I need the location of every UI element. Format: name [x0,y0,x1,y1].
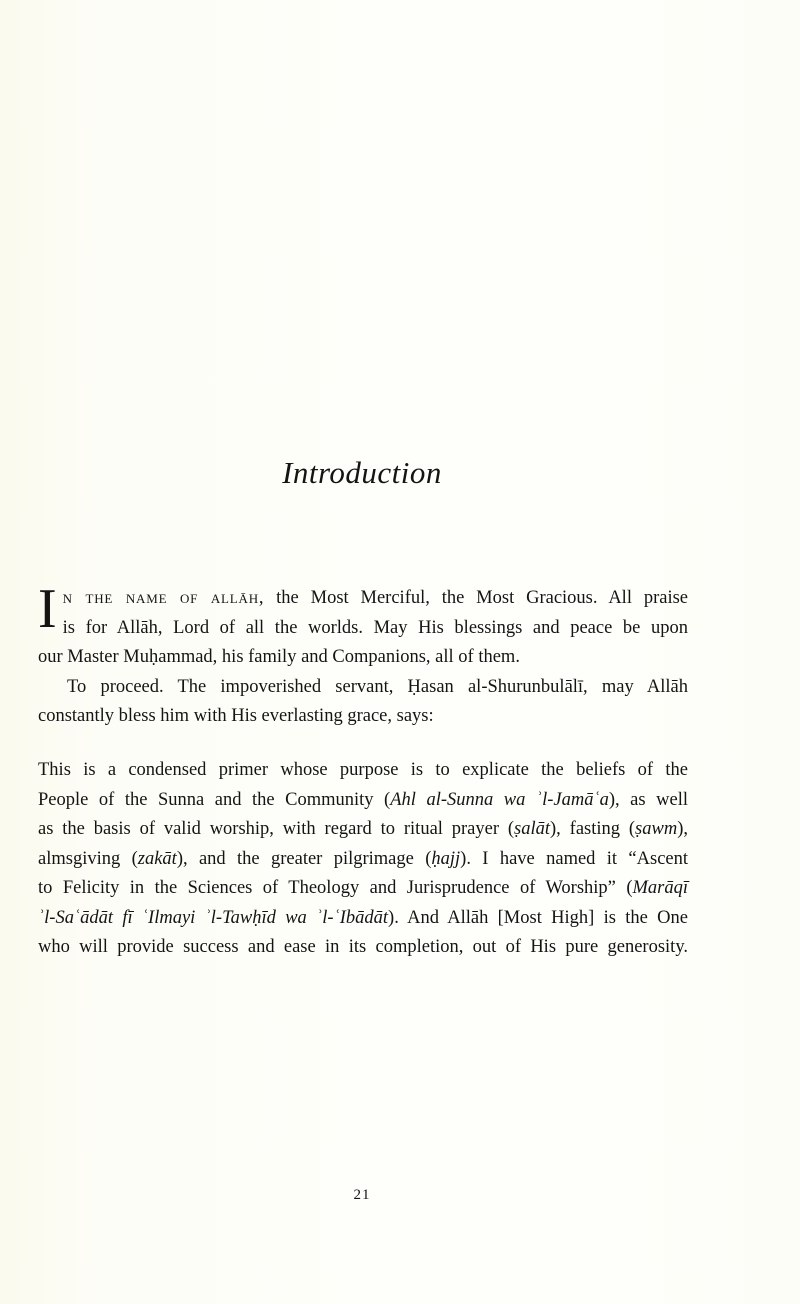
italic-term: Ahl al-Sunna wa ʾl-Jamāʿa [390,789,609,810]
chapter-title: Introduction [282,455,442,490]
text-span: People of the Sunna and the Community ( [38,789,391,810]
text-line [38,584,688,614]
text-span: ). And Allāh [Most High] is the One [388,907,688,928]
purpose-paragraph [38,756,688,963]
opening-paragraphs [38,578,688,732]
text-span: ), [677,819,688,839]
italic-term: ṣawm [635,819,678,839]
italic-term: Marāqī [632,878,688,898]
text-line: To proceed. The impoverished servant, Ḥasan al-Shurunbulālī, may Allāh [67,676,688,697]
italic-term: ṣalāt [514,819,551,839]
text-span: almsgiving ( [38,848,138,869]
italic-term: ʾl-Saʿādāt fī ʿIlmayi ʾl-Tawḥīd wa ʾl-ʿIbādāt [38,907,389,928]
paragraph-invocation [38,578,688,673]
drop-cap: I [38,578,57,640]
text-line [38,815,688,845]
text-line: our Master Muḥammad, his family and Companions, all of them. [38,647,520,667]
text-line [38,874,688,904]
text-span: ), and the greater pilgrimage ( [176,848,432,869]
italic-term: ḥajj [431,848,461,869]
text-span: as the basis of valid worship, with regard to ritual prayer ( [38,819,515,839]
text-line [38,904,688,934]
italic-term: zakāt [137,848,177,869]
text-span: ), as well [608,789,688,810]
small-caps-lead: n the name of allāh, [62,588,265,608]
text-span: ), fasting ( [550,819,636,839]
text-line [38,845,688,875]
text-line [38,786,688,816]
text-span: to Felicity in the Sciences of Theology and Jurisprudence of Worship” ( [38,878,633,898]
text-line: constantly bless him with His everlasting grace, says: [38,706,434,726]
text-line: who will provide success and ease in its completion, out of His pure generosity. [38,937,688,957]
text-line: is for Allāh, Lord of all the worlds. May His blessings and peace be upon [62,617,688,638]
paragraph-author [38,673,688,732]
text-line: This is a condensed primer whose purpose is to explicate the beliefs of the [38,760,688,780]
text-span: the Most Merciful, the Most Gracious. All praise [264,588,688,608]
page-number: 21 [353,1187,371,1203]
text-span: ). I have named it “Ascent [460,848,689,869]
